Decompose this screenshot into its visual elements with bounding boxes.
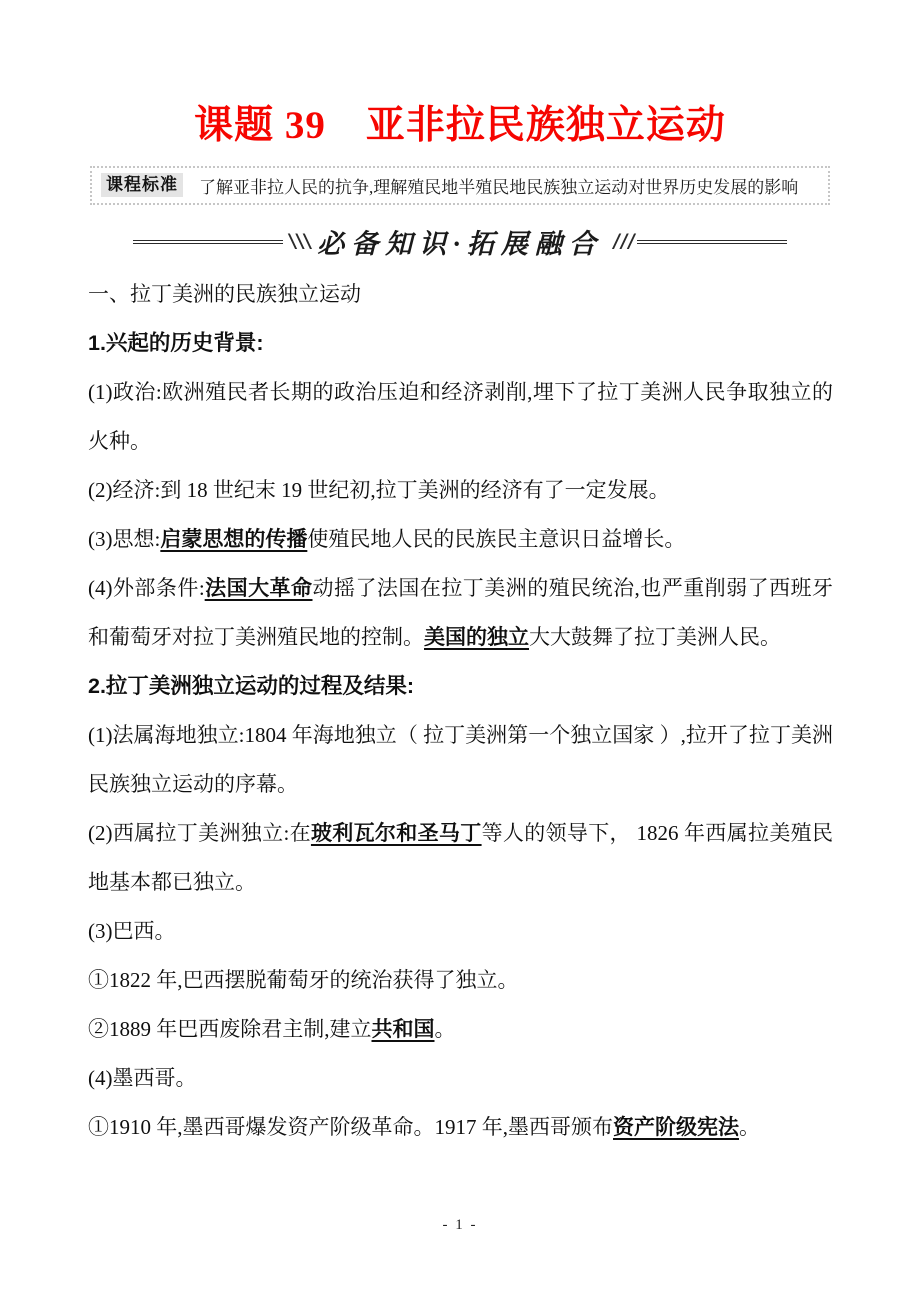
key-term: 启蒙思想的传播: [160, 526, 308, 551]
key-term: 法国大革命: [204, 575, 313, 600]
text-run: (2)西属拉丁美洲独立:在: [88, 820, 311, 845]
text-run: (4)墨西哥。: [88, 1065, 197, 1090]
paragraph: [88, 515, 833, 564]
paragraph: [88, 809, 833, 907]
paragraph: [88, 907, 833, 956]
text-run: ①1822 年,巴西摆脱葡萄牙的统治获得了独立。: [88, 967, 519, 992]
paragraph: [88, 368, 833, 466]
text-run: 等人的领导下， 1826 年西属拉美殖民地基本都已独立。: [88, 820, 834, 894]
banner-slash-marks-right-icon: ///: [610, 229, 634, 252]
text-run: 大大鼓舞了拉丁美洲人民。: [529, 624, 781, 649]
banner-slash-marks-left-icon: \\\: [286, 229, 310, 252]
paragraph: [88, 1103, 833, 1152]
course-standard-box: [90, 166, 830, 205]
text-run: (1)政治:欧洲殖民者长期的政治压迫和经济剥削,埋下了拉丁美洲人民争取独立的火种。: [88, 379, 833, 453]
key-term: 玻利瓦尔和圣马丁: [310, 820, 482, 845]
key-term: 资产阶级宪法: [613, 1114, 739, 1139]
course-standard-text: 了解亚非拉人民的抗争,理解殖民地半殖民地民族独立运动对世界历史发展的影响: [199, 177, 799, 197]
text-run: 。: [434, 1016, 456, 1041]
paragraph: [88, 956, 833, 1005]
text-run: 。: [739, 1114, 760, 1139]
text-run: 2.拉丁美洲独立运动的过程及结果:: [88, 673, 415, 698]
paragraph: [88, 466, 833, 515]
body-paragraphs: [88, 270, 833, 1152]
banner-line-right: [637, 240, 787, 244]
paragraph: [88, 564, 833, 662]
key-term: 美国的独立: [424, 624, 529, 649]
text-run: (3)思想:: [88, 526, 161, 551]
page-number: - 1 -: [442, 1217, 478, 1233]
paragraph: [88, 711, 833, 809]
text-run: (4)外部条件:: [88, 575, 205, 600]
key-term: 共和国: [371, 1016, 435, 1041]
text-run: ②1889 年巴西废除君主制,建立: [88, 1016, 372, 1041]
paragraph: [88, 270, 833, 319]
text-run: 动摇了法国在拉丁美洲的殖民统治,也严重削弱了西班牙和葡萄牙对拉丁美洲殖民地的控制。: [88, 575, 834, 649]
text-run: (3)巴西。: [88, 918, 176, 943]
text-run: (2)经济:到 18 世纪末 19 世纪初,拉丁美洲的经济有了一定发展。: [88, 477, 670, 502]
heading-paragraph: [88, 662, 833, 711]
section-banner-title: 必备知识·拓展融合: [317, 229, 603, 260]
text-run: ①1910 年,墨西哥爆发资产阶级革命。1917 年,墨西哥颁布: [88, 1114, 613, 1139]
page-title: 课题 39 亚非拉民族独立运动: [194, 104, 726, 147]
section-banner: [0, 227, 920, 260]
course-standard-label: 课程标准: [101, 173, 183, 197]
text-run: 使殖民地人民的民族民主意识日益增长。: [307, 526, 686, 551]
text-run: 一、拉丁美洲的民族独立运动: [88, 281, 361, 306]
paragraph: [88, 1005, 833, 1054]
text-run: 1.兴起的历史背景:: [88, 330, 264, 355]
banner-line-left: [133, 240, 283, 244]
heading-paragraph: [88, 319, 833, 368]
paragraph: [88, 1054, 833, 1103]
text-run: (1)法属海地独立:1804 年海地独立（ 拉丁美洲第一个独立国家 ）,拉开了拉丁美洲民族独立运动的序幕。: [88, 722, 833, 796]
